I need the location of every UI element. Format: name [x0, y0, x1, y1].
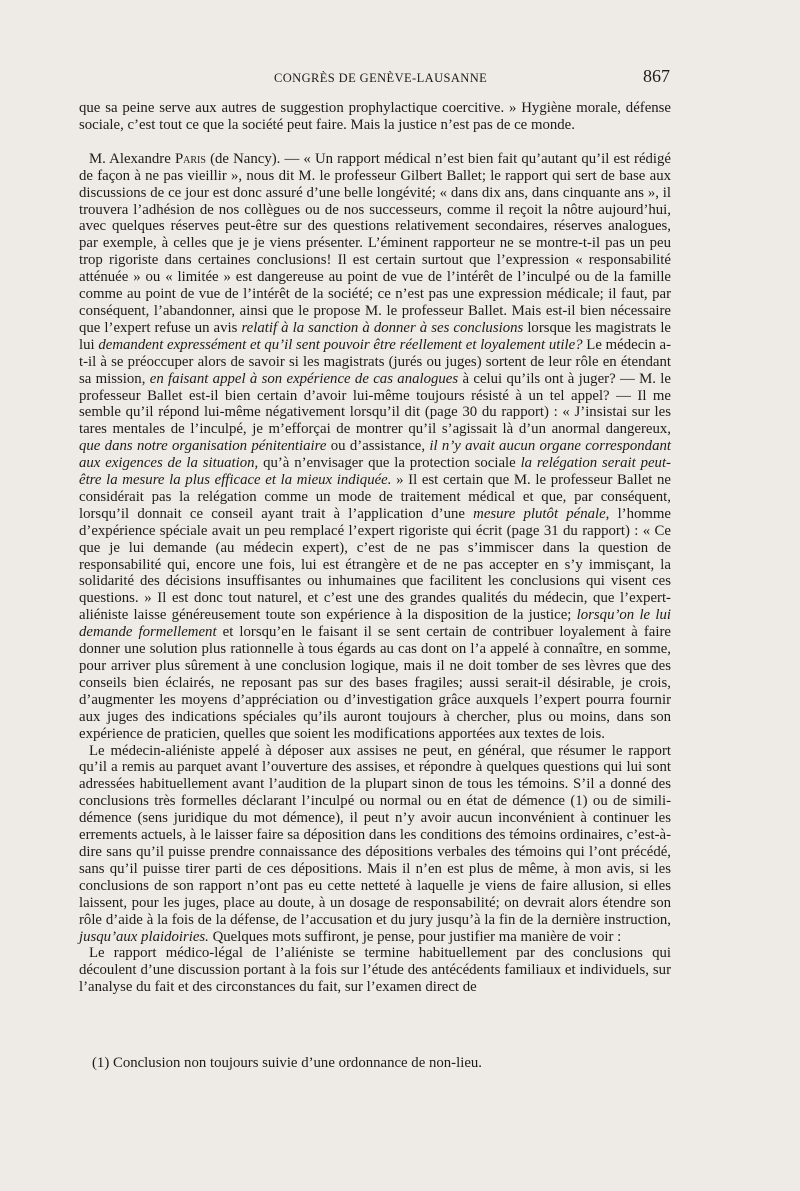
author-name: Paris: [174, 150, 206, 167]
text-run: l’homme d’expérience spéciale avait un peu remplacé l’expert rigoriste qui écrit (page 31 du rapport) : « Ce que je lui demande (au médecin expert), c’est de ne pas s’immiscer dans la question de responsabilité qui, encore une fois, lui est étrangère et de ne pas accepter en s’y immisçant, la solidarité des décisions insuffisantes ou inhumaines que facilitent les conclusions qui visent ces questions. » Il est donc tout naturel, et c’est une des grandes qualités du médecin, que l’expert-aliéniste laisse généreusement toute son expérience à la disposition de la justice;: [79, 505, 671, 624]
italic-phrase: la relégation serait peut-être la mesure la plus efficace et la mieux indiquée.: [79, 455, 671, 489]
text-run: que sa peine serve aux autres de suggestion prophylactique coercitive. » Hygiène morale, défense sociale, c’est tout ce que la société peut faire. Mais la justice n’est pas de ce monde.: [79, 100, 671, 133]
text-run: Le médecin a-t-il à se préoccuper alors de savoir si les magistrats (jurés ou juges) sortent de leur rôle en étendant sa mission,: [79, 336, 672, 387]
paragraph-medecin-aliéniste: [79, 743, 671, 946]
paragraph-rapport-medico-legal: [79, 945, 671, 996]
text-run: ou d’assistance,: [326, 438, 430, 455]
italic-phrase: relatif à la sanction à donner à ses conclusions: [241, 319, 524, 336]
italic-phrase: mesure plutôt pénale,: [473, 505, 610, 522]
page-number: 867: [643, 66, 670, 86]
text-run: M. Alexandre: [89, 150, 175, 167]
running-title: CONGRÈS DE GENÈVE-LAUSANNE: [274, 71, 488, 85]
italic-phrase: en faisant appel à son expérience de cas analogues: [149, 370, 459, 387]
italic-phrase: il n’y avait aucun organe correspondant aux exigences de la situation,: [79, 438, 671, 472]
text-run: » Il est certain que M. le professeur Ballet ne considérait pas la relégation comme un mode de traitement médical et que, par conséquent, lorsqu’il donnait ce conseil ayant trait à l’application d’une: [79, 472, 671, 522]
text-run: à celui qu’ils ont à juger? — M. le professeur Ballet est-il bien certain d’avoir lui-même toujours résisté à un tel appel? — Il me semble qu’il répond lui-même négativement lorsqu’il dit (page 30 du rapport) : « J’insistai sur les tares mentales de l’inculpé, je m’efforçai de montrer qu’il s’agissait là d’un anormal dangereux,: [79, 370, 671, 438]
paragraph-paris-intervention: [79, 151, 671, 743]
page-header: [84, 66, 670, 87]
italic-phrase: que dans notre organisation pénitentiaire: [79, 438, 327, 455]
text-run: Le rapport médico-légal de l’aliéniste se termine habituellement par des conclusions qui découlent d’une discussion portant à la fois sur l’étude des antécédents familiaux et individuels, sur l’analyse du fait et des circonstances du fait, sur l’examen direct de: [79, 945, 671, 996]
text-run: Le médecin-aliéniste appelé à déposer aux assises ne peut, en général, que résumer le rapport qu’il a remis au parquet avant l’ouverture des assises, et répondre à quelques questions qui lui sont adressées habituellement avant l’audition de la plupart sinon de tous les témoins. S’il a donné des conclusions très formelles déclarant l’inculpé ou normal ou en état de démence (1) ou de simili-démence (sens juridique du mot démence), il peut n’y avoir aucun inconvénient à continuer les errements actuels, à le laisser faire sa déposition dans les conditions des témoins ordinaires, c’est-à-dire sans qu’il puisse prendre connaissance des dépositions verbales des témoins qui l’ont précédé, sans qu’il puisse tirer parti de ces dépositions. Mais il n’en est plus de même, à mon avis, si les conclusions de son rapport n’ont pas eu cette netteté à laquelle je viens de faire allusion, si elles laissent, pour les juges, place au doute, à un dosage de responsabilité; on devrait alors étendre son rôle d’aide à la fois de la défense, de l’accusation et du jury jusqu’à la fin de la dernière instruction,: [79, 742, 671, 928]
text-run: qu’à n’envisager que la protection sociale: [258, 455, 521, 472]
italic-phrase: demandent expressément et qu’il sent pouvoir être réellement et loyalement utile?: [98, 336, 583, 353]
text-run: Quelques mots suffiront, je pense, pour justifier ma manière de voir :: [208, 928, 622, 945]
text-run: et lorsqu’en le faisant il se sent certain de contribuer loyalement à faire donner une solution plus rationnelle à tous égards au cas dont on l’a appelé à connaître, en somme, pour arriver plus sûrement à une conclusion logique, mais il ne doit tomber de ses lèvres que des conseils bien éclairés, ne reposant pas sur des bases fragiles; aussi serait-il désirable, je crois, d’augmenter les moyens d’appréciation ou d’investigation grâce auxquels l’expert pourra fournir aux juges des indications spéciales qu’ils auront toujours à chercher, plus ou moins, dans son expérience de praticien, quelles que soient les modifications apportées aux textes de lois.: [79, 624, 671, 742]
footnote: (1) Conclusion non toujours suivie d’une ordonnance de non-lieu.: [92, 1055, 482, 1071]
body-text: [79, 100, 671, 996]
text-run: lorsque les magistrats le lui: [79, 319, 671, 353]
italic-phrase: lorsqu’on le lui demande formellement: [79, 607, 671, 641]
paragraph-continuation: [79, 100, 671, 134]
italic-phrase: jusqu’aux plaidoiries.: [79, 928, 209, 945]
text-run: (de Nancy). — « Un rapport médical n’est bien fait qu’autant qu’il est rédigé de façon à ne pas vieillir », nous dit M. le professeur Gilbert Ballet; le rapport qui sert de base aux discussions de ce jour est donc assuré d’une belle longévité; « dans dix ans, dans cinquante ans », il trouvera l’adhésion de nos collègues ou de nos successeurs, comme il reçoit la nôtre aujourd’hui, avec quelques réserves peut-être sur des questions relativement secondaires, réserves analogues, par exemple, à celles que je je viens présenter. L’éminent rapporteur ne se montre-t-il pas un peu trop rigoriste dans certaines conclusions! Il est certain surtout que l’expression « responsabilité atténuée » ou « limitée » est dangereuse au point de vue de l’intérêt de l’inculpé ou de la famille comme au point de vue de l’intérêt de la société; ce n’est pas une expression médicale; il faut, par conséquent, l’abandonner, ainsi que le propose M. le professeur Ballet. Mais est-il bien nécessaire que l’expert refuse un avis: [79, 150, 671, 336]
